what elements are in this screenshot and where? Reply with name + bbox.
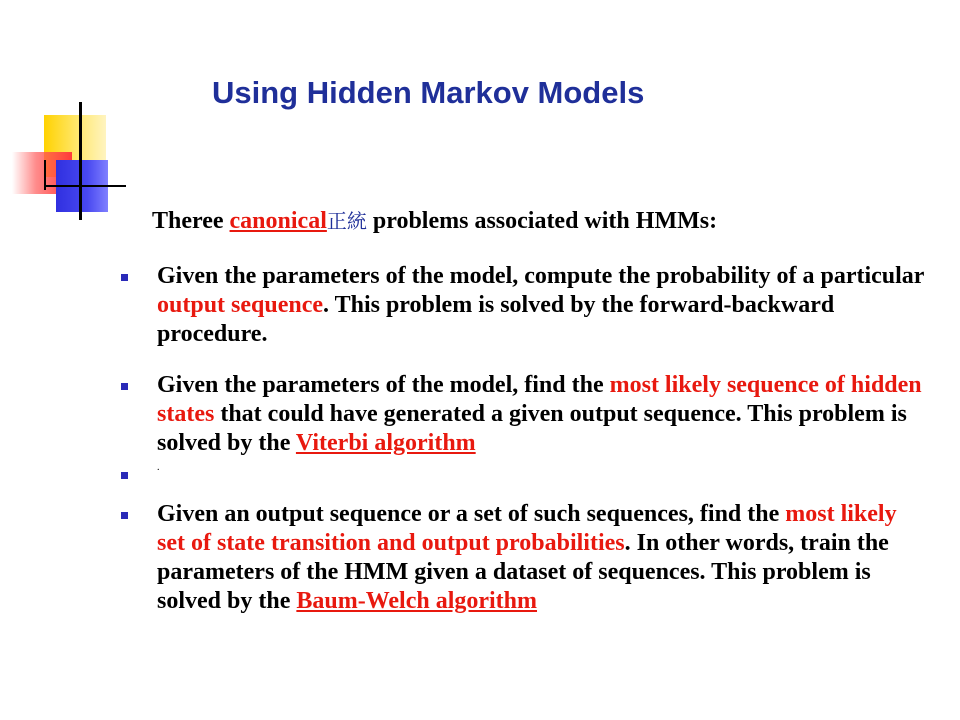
vertical-line-decoration: [79, 102, 82, 220]
slide-title: Using Hidden Markov Models: [212, 75, 645, 110]
item-text: . In other words, train the parameters of the HMM given a dataset of sequences. This problem is solved by the: [157, 530, 889, 614]
bullet-icon: [121, 383, 128, 390]
intro-before: Theree: [152, 208, 230, 234]
item-text: that could have generated a given output sequence. This problem is solved by the: [157, 401, 907, 456]
viterbi-link[interactable]: Viterbi algorithm: [295, 430, 476, 456]
bullet-icon: [121, 472, 128, 479]
bullet-icon: [121, 274, 128, 281]
item-text: Given an output sequence or a set of such sequences, find the: [157, 501, 786, 527]
item-highlight: output sequence: [157, 292, 324, 318]
list-item: [157, 371, 927, 458]
dot-glyph: .: [157, 462, 160, 473]
canonical-link[interactable]: canonical: [229, 208, 327, 234]
item-highlight: most likely set of state transition and output probabilities: [157, 501, 897, 556]
list-item: [157, 262, 927, 349]
intro-after: problems associated with HMMs:: [366, 208, 718, 234]
problem-list: [157, 262, 927, 638]
intro-cjk: 正統: [326, 209, 367, 233]
empty-list-item: [157, 462, 927, 500]
item-text: Given the parameters of the model, compute the probability of a particular: [157, 263, 925, 289]
baum-welch-link[interactable]: Baum-Welch algorithm: [296, 588, 538, 614]
bullet-icon: [121, 512, 128, 519]
intro-line: [152, 205, 717, 235]
item-highlight: most likely sequence of hidden states: [157, 372, 922, 427]
item-text: . This problem is solved by the forward-backward procedure.: [157, 292, 835, 347]
list-item: [157, 500, 927, 616]
horizontal-line-decoration: [46, 185, 126, 187]
corner-decoration: [0, 0, 130, 220]
item-text: Given the parameters of the model, find the: [157, 372, 610, 398]
